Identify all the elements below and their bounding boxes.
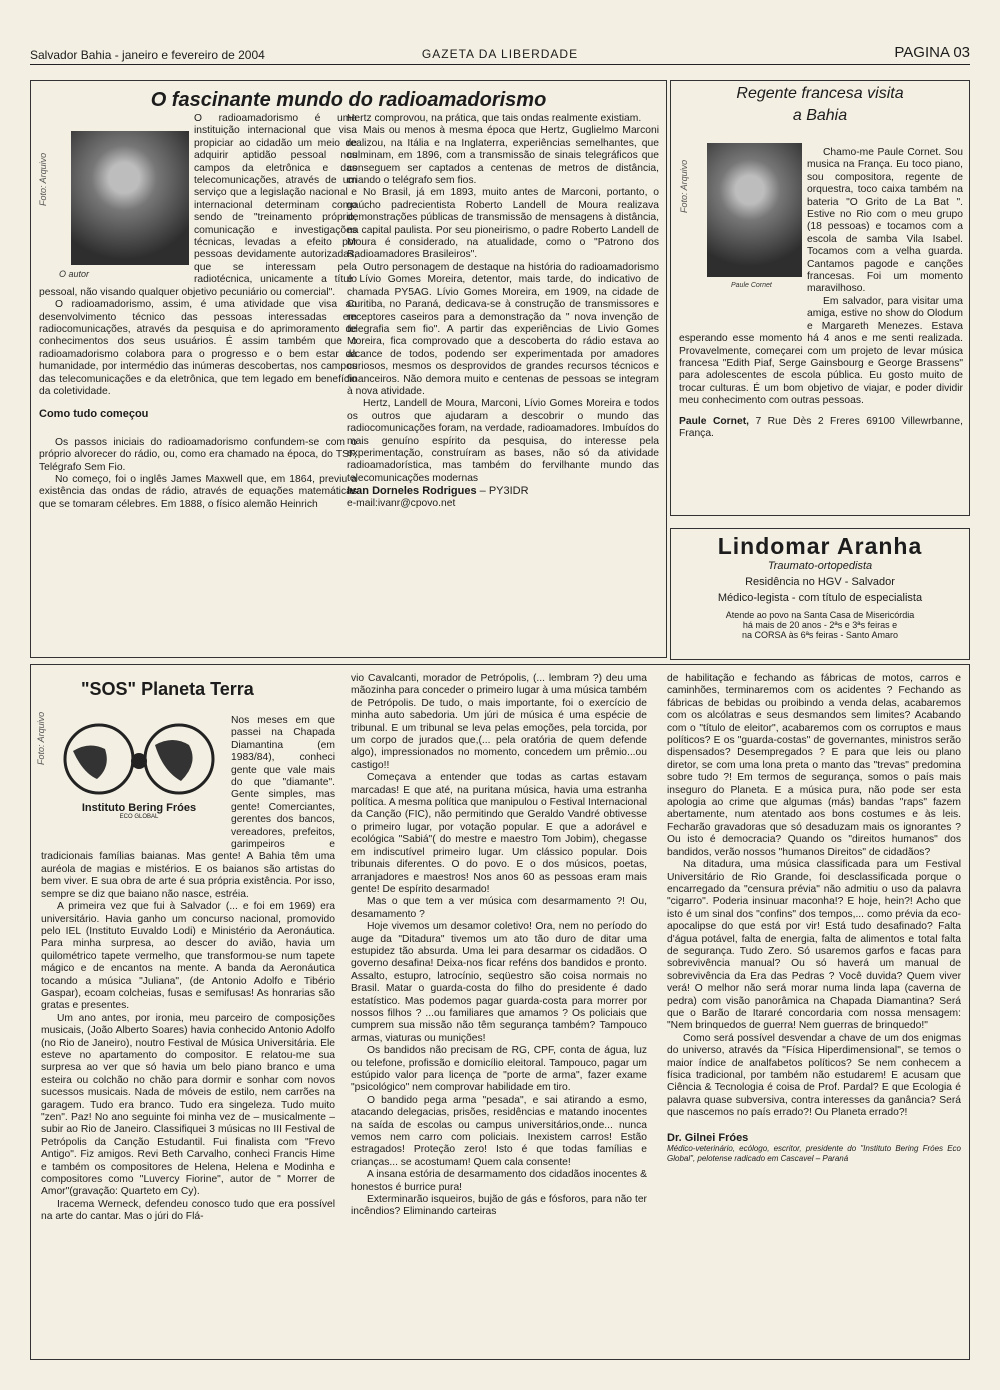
paragraph: Mas o que tem a ver música com desarmamento ?! Ou, desamamento ? xyxy=(351,896,647,920)
signature-name: Dr. Gilnei Fróes xyxy=(667,1131,749,1144)
article-column-1 xyxy=(41,715,335,1224)
section-subtitle: Como tudo começou xyxy=(39,408,149,421)
paragraph: Exterminarão isqueiros, bujão de gás e fósforos, para não ter incêndios? Eliminando carteiras xyxy=(351,1194,647,1218)
paragraph: Nos meses em que passei na Chapada Diamantina (em 1983/84), conheci gente que vale mais do que "diamante". Gente simples, mas gente! Comerciantes, gerentes dos bancos, vereadores, prefeitos, garimpeiros e tradicionais famílias baianas. Mas gente! A Bahia têm uma auréola de magias e mistérios. E os baianos são artistas do bem viver. E sua obra de arte é sua própria existência. Por isso, sempre se diz que baiano não nasce, estréia. xyxy=(41,715,335,900)
header-date: Salvador Bahia - janeiro e fevereiro de 2004 xyxy=(30,48,265,62)
article-regente-francesa xyxy=(670,80,970,516)
photo-spacer xyxy=(679,147,807,329)
article-body xyxy=(679,147,963,440)
page-number: PAGINA 03 xyxy=(894,44,970,61)
article-title: Regente francesa visita a Bahia xyxy=(736,85,904,124)
photo-caption: O autor xyxy=(59,269,90,279)
paragraph: Chamo-me Paule Cornet. Sou musica na França. Eu toco piano, sou compositora, regente de orquestra, toco caixa também na bateria "O Grito de La Bat ". Estive no Rio com o meu grupo (18 pessoas) e tocamos com a escola de samba Vila Isabel. Tocamos com a velha guarda. Cantamos pagode e canções francesas. Foi um momento maravilhoso. xyxy=(807,147,963,295)
article-column-1 xyxy=(39,113,357,511)
paragraph: Outro personagem de destaque na história do radioamadorismo é Lívio Gomes Moreira, detentor, mais tarde, do indicativo de chamada PY5AG. Lívio Gomes Moreira, em 1909, na cidade de Curitiba, no Paraná, dedicava-se à construção de transmissores e receptores caseiros para a demonstração da " nova invenção de telegrafia sem fio". A partir das experiências de Livio Gomes Moreira, fica comprovado que a descoberta do rádio estava ao alcance de todos, podendo ser experimentada por amadores curiosos, mesmos os desprovidos de grandes recursos técnicos e financeiros. Não demora muito e centenas de pessoas se integram à nova atividade. xyxy=(347,261,659,397)
ad-name: Lindomar Aranha xyxy=(717,533,923,559)
signature-address: 7 Rue Dès 2 Freres 69100 Villewrbanne, França. xyxy=(679,415,963,439)
paragraph: Como será possível desvendar a chave de um dos enigmas do universo, através da "Física Hiperdimensional", se temos o maior índice de analfabetos políticos? Se nem conhecem a física tradicional, por também não estudarem! E acusam que Ciência & Tecnologia é coisa de Prof. Pardal? E que Ecologia é palavra quase subversiva, contra interesses da ganância? Será que nascemos no país errado?! Ou Planeta errado?! xyxy=(667,1032,961,1119)
ad-line: Residência no HGV - Salvador xyxy=(745,576,895,588)
paragraph: Hertz comprovou, na prática, que tais ondas realmente existiam. xyxy=(347,113,642,124)
paragraph: Começava a entender que todas as cartas estavam marcadas! E que até, na puritana música, havia uma estranha política. A mesma política que manipulou o Festival Internacional da Canção (FIC), não permitindo que Geraldo Vandré obtivesse o primeiro lugar, por votação popular. E que a adorável e ecológica "Sabiá"( do mestre e maestro Tom Jobim), chegasse em indiscutível primeiro lugar. Um clássico popular. Dois tribunais diferentes. O do povo. E o dos músicos, poetas, arranjadores e maestros! Nos anos 60 as pessoas eram mais gente! De espírito desarmado! xyxy=(351,772,647,895)
paragraph: O bandido pega arma "pesada", e sai atirando a esmo, atacando delegacias, prisões, residências e matando inocentes na saída de escolas ou campus universitários,onde... nunca vemos nem carro com policiais. Inexistem carros! Estão estragados! Proteção zero! Isto é que todas famílias e crianças... se acostumam! Quem cala consente! xyxy=(351,1094,647,1168)
paragraph: No começo, foi o inglês James Maxwell que, em 1864, previu a existência das ondas de rádio, através de equações matemáticas que se tomaram célebres. Em 1888, o físico alemão Heinrich xyxy=(39,473,357,510)
page-header xyxy=(30,44,970,66)
paragraph: Os passos iniciais do radioamadorismo confundem-se com o próprio alvorecer do rádio, ou, como era chamado na época, do TSF, Telégrafo Sem Fio. xyxy=(39,436,357,473)
article-radioamadorismo xyxy=(30,80,667,658)
ad-line: Atende ao povo na Santa Casa de Misericórdia xyxy=(725,610,915,620)
paragraph: Os bandidos não precisam de RG, CPF, conta de água, luz ou telefone, profissão e domicílio eleitoral. Tampouco, pagar um estúpido valor para licença de "porte de arma", fazer exame "psicológico" nem comprovar habilidade em tiro. xyxy=(351,1045,647,1094)
newspaper-name: GAZETA DA LIBERDADE xyxy=(421,47,579,61)
paragraph: O radioamadorismo é uma instituição internacional que visa propiciar ao cidadão um meio de adquirir aptidão pessoal nos campos da eletrônica e das telecomunicações, através de um serviço que a legislação nacional e internacional determinam como sendo de "treinamento próprio, comunicação e investigações técnicas, levadas a efeito por pessoas devidamente autorizadas, que se interessam pela radiotécnica, unicamente a título pessoal, não visando qualquer objetivo pecuniário ou comercial". xyxy=(39,113,357,298)
photo-spacer xyxy=(39,113,194,281)
signature xyxy=(679,416,963,441)
signature-description: Médico-veterinário, ecólogo, escritor, presidente do "Instituto Bering Fróes Eco Global", pelotense radicado em Cascavel – Paraná xyxy=(667,1144,961,1164)
paragraph: vio Cavalcanti, morador de Petrópolis, (... lembram ?) deu uma mãozinha para conceder o primeiro lugar à uma música também de Petrópolis. De tudo, o mais importante, foi o exercício de minha auto sabedoria. Um júri de música é uma espécie de tribunal. E um tribunal se leva pelas emoções, pela torcida, por um corpo de jurados que,(... pela oratória de quem defende algo), impressionados no momento, concedem um prêmio...ou castigo!! xyxy=(351,673,647,771)
logo-name: Instituto Bering Fróes xyxy=(81,802,197,814)
signature-name: Paule Cornet, xyxy=(679,415,749,427)
photo-credit: Foto: Arquivo xyxy=(38,152,48,206)
logo-subtitle: ECO GLOBAL xyxy=(119,814,159,820)
paragraph: A primeira vez que fui à Salvador (... e foi em 1969) era universitário. Havia ganho um concurso nacional, promovido pelo IEL (Instituto Euvaldo Lodi) e Ministério da Aeronáutica. Para minha surpresa, ao descer do avião, havia um quilométrico tapete vermelho, que transformou-se num tapete mágico e de encantos na mente. A banda da Aeronáutica tocando a música "Juliana", (de Antonio Adolfo e Tibério Gaspar), ecoam colcheias, fusas e semifusas! As honrarias são gratas e presentes. xyxy=(41,901,335,1012)
article-title: "SOS" Planeta Terra xyxy=(81,679,254,699)
paragraph: No Brasil, já em 1893, muito antes de Marconi, portanto, o gaúcho padrecientista Roberto Landell de Moura realizava demonstrações públicas de transmissão de mensagens à distância, na capital paulista. Por seu pioneirismo, o padre Roberto Landell de Moura é considerado, na atualidade, como o "Patrono dos Radioamadores Brasileiros". xyxy=(347,187,659,261)
paragraph: Um ano antes, por ironia, meu parceiro de composições musicais, (João Alberto Soares) havia conhecido Antonio Adolfo (no Rio de Janeiro), noutro Festival de Música Universitária. Ele esteve no apartamento do compositor. E relatou-me sua surpresa ao ver que só havia um belo piano branco e uma esteira ou colchão no chão para dormir e sonhar com novos sucessos musicais. Nada de móveis de estilo, nem carrões na garagem. Tudo era branco. Tudo era singeleza. Tudo muito "zen". Paz! No ano seguinte foi minha vez de – musicalmente – subir ao Rio de Janeiro. Classifiquei 3 músicas no III Festival de Petrópolis da Canção Estudantil. Fui finalista com "Frevo Antigo". Fiz amigos. Revi Beth Carvalho, conheci Francis Hime e também os compositores de Helena, Helena e Modinha e compositores como "Luvercy Fiorine", autor de " Morrer de Amor"(gravação: Quarteto em Cy). xyxy=(41,1012,335,1198)
article-sos-planeta xyxy=(30,664,970,1360)
paragraph: de habilitação e fechando as fábricas de motos, carros e caminhões, terminaremos com os acidentes ? Fechando as fábricas de bebidas ou proibindo a venda delas, acabaremos com os alcólatras e seus desmandos sem limites? Acabando com o "título de eleitor", acabaremos com os corruptos e maus políticos? E os "guarda-costas" de governantes, ministros serão dispensados? Desempregados ? E para que leis ou plano diretor, se com uma lona preta o manto das "trevas" predomina sobre tudo ?! Em termos de segurança, somos o país mais inseguro do Planeta. E a música pura, não pode ser esta apologia ao crime que algumas (más) bandas "raps" fazem abertamente, num atentado aos bons costumes e às leis. Fecharão gravadoras que só desaduzam mais os ignorantes ? Ou isto é democracia? Quando os "direitos humanos" dos bandidos, verão nossos "humanos Direitos" de cidadãos? xyxy=(667,673,961,858)
photo-credit: Foto: Arquivo xyxy=(679,159,689,213)
ad-line: na CORSA às 6ªs feiras - Santo Amaro xyxy=(742,630,898,640)
paragraph: Hoje vivemos um desamor coletivo! Ora, nem no período do auge da "Ditadura" tivemos um ato tão duro de ditar uma estupidez tão absurda. Uma lei para desarmar os cidadãos. O governo desafina! Deixa-nos ficar reféns dos bandidos e pronto. Assalto, estupro, latrocínio, seqüestro são coisa normais no Brasil. Matar o guarda-costa do filho do presidente é dado estatístico. Mas podemos pagar guarda-costa para morrer por nossos filhos ? ...ou familiares que amamos ? Os policiais que cumprem sua missão não têm segurança também? Tampouco armas, viaturas ou munições! xyxy=(351,921,647,1044)
author-signature xyxy=(347,485,659,497)
ad-line: Médico-legista - com título de especialista xyxy=(717,592,923,604)
advertisement-lindomar xyxy=(670,528,970,660)
ad-line: há mais de 20 anos - 2ªs e 3ªs feiras e xyxy=(742,620,898,630)
logo-spacer xyxy=(41,715,231,845)
paragraph: Iracema Werneck, defendeu conosco tudo que era possível na arte do cantar. Mas o júri do Flá- xyxy=(41,1198,335,1223)
article-column-3 xyxy=(667,673,961,1164)
photo-credit: Foto: Arquivo xyxy=(36,711,46,765)
paragraph: Em salvador, para visitar uma amiga, estive no show do Olodum e Margareth Menezes. Estava esperando esse momento há 4 anos e me senti realizada. Provavelmente, começarei com um projeto de levar música francesa "Edith Piaf, Serge Gainsbourg e George Brassens" para adolescentes de escola pública. Eu gosto muito de trocar culturas. É um bom objetivo de viajar, e poder dividir meu conhecimento com outras pessoas. xyxy=(679,295,963,407)
photo-caption: Paule Cornet xyxy=(731,282,772,289)
paragraph: A insana estória de desarmamento dos cidadãos inocentes & honestos é burrice pura! xyxy=(351,1169,647,1193)
article-column-2 xyxy=(351,673,647,1219)
author-callsign: – PY3IDR xyxy=(479,485,529,498)
paragraph: Hertz, Landell de Moura, Marconi, Lívio Gomes Moreira e todos os outros que ajudaram a descobrir o mundo das radiocomunicações foram, na verdade, radioamadores. Imbuídos do mais genuíno espírito da pesquisa, do interesse pela experimentação, construíram as bases, não só da atividade radioamadorística, mas também do fervilhante mundo das telecomunicações modernas xyxy=(347,398,659,484)
paragraph: Mais ou menos à mesma época que Hertz, Guglielmo Marconi realizou, na Itália e na Inglaterra, experiências semelhantes, que culminam, em 1896, com a transmissão de sinais telegráficos que conseguem ser captados a centenas de metros de distância, criando o telégrafo sem fios. xyxy=(347,125,659,187)
header-rule xyxy=(30,64,970,65)
paragraph: Na ditadura, uma música classificada para um Festival Universitário de Rio Grande, foi desclassificada porque o encarregado da "censura prévia" não admitiu o uso da palavra "cigarro". Poderia insinuar maconha!? E hoje, hein?! Acho que isto é um sinal dos "confins" dos tempos,... como prévia da eco-apocalipse do que está por vir! Está tudo desafinado? Falta d'água potável, falta de energia, falta de alimentos e total falta de segurança. Tudo Zero. Só usaremos garfos e facas para sobrevivência manual? Ou só haverá um manual de sobrevivência da Era das Pedras ? Você duvida? Quem viver verá! O melhor não será morar numa linda lapa (caverna de pedra) com visão panorâmica na Chapada Diamantina? Será que o Barão de Itararé concordaria com nossa mensagem: "Nem brinquedos de guerra! Nem guerras de brinquedo!" xyxy=(667,859,961,1032)
author-email: e-mail:ivanr@cpovo.net xyxy=(347,497,456,509)
ad-specialty: Traumato-ortopedista xyxy=(767,560,873,572)
author-name: Ivan Dorneles Rodrigues xyxy=(347,485,477,498)
article-column-2 xyxy=(347,113,659,510)
paragraph: O radioamadorismo, assim, é uma atividade que visa ao desenvolvimento técnico das pessoas interessadas em radiocomunicações, através da pesquisa e do aprimoramento de conhecimentos dos seus usuários. É assim também que o radioamadorismo colabora para o progresso e o bem estar da humanidade, por intermédio das inúmeras descobertas, nos campos das telecomunicações e da eletrônica, que tem legado em benefício da coletividade. xyxy=(39,299,357,397)
article-title: O fascinante mundo do radioamadorismo xyxy=(150,89,547,111)
